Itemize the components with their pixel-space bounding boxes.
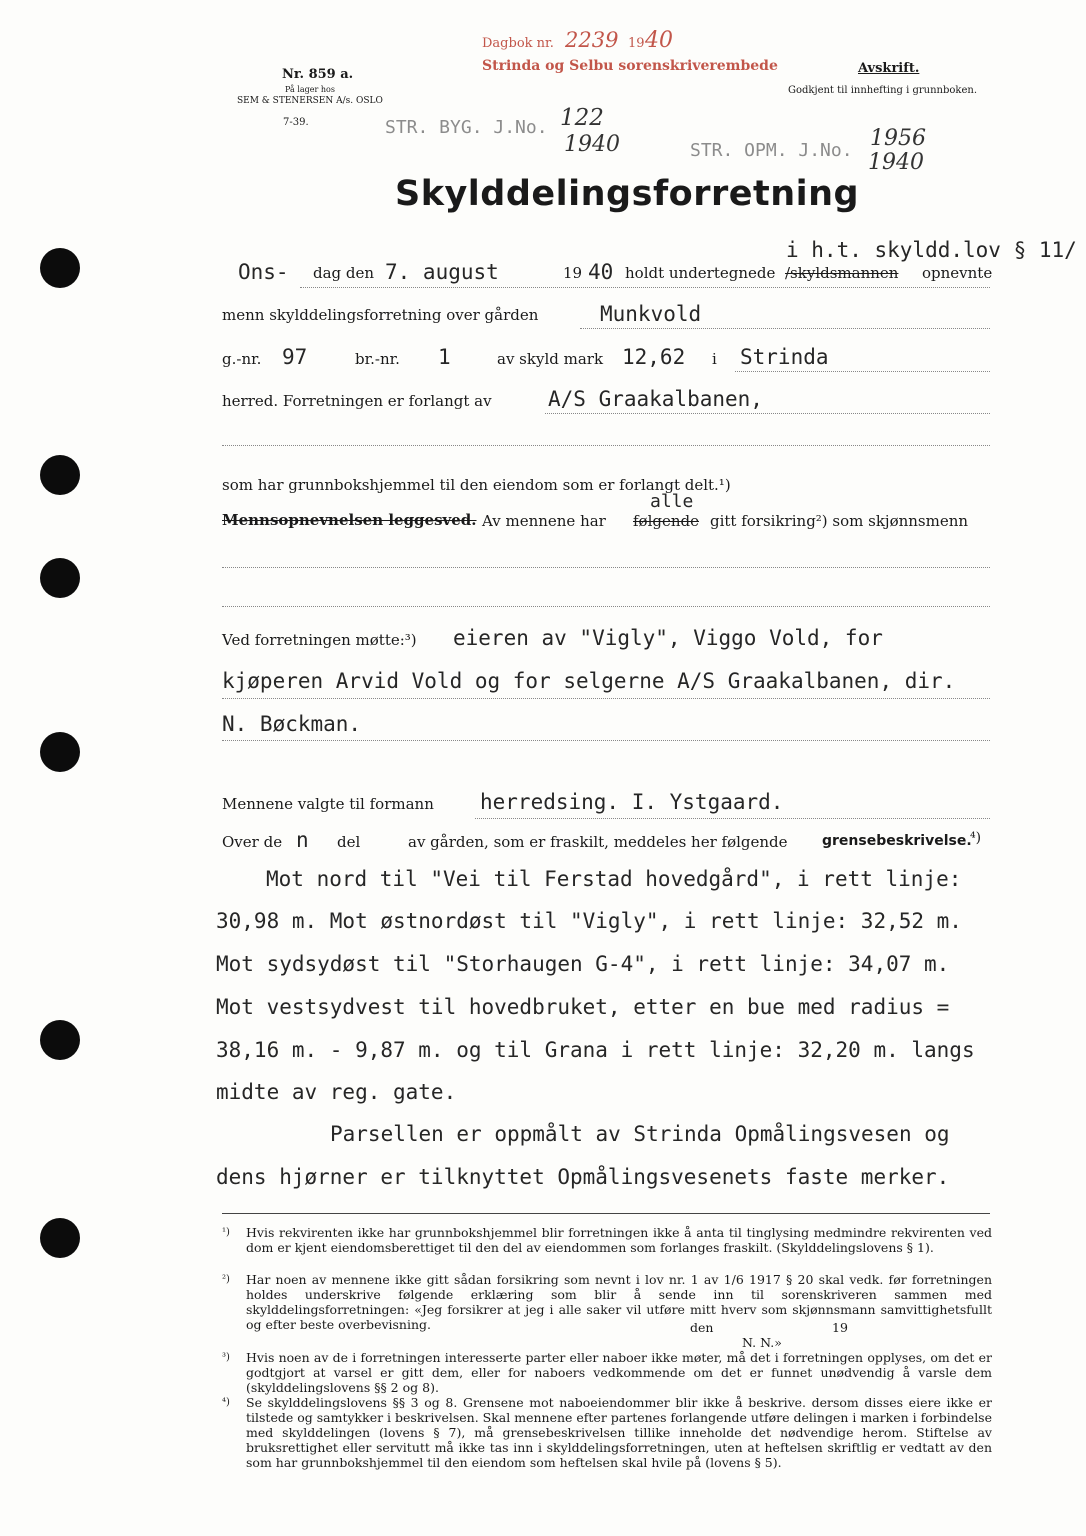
footnote-text: Hvis rekvirenten ikke har grunnbokshjemmel blir forretningen ikke å anta til tinglysing medmindre rekvirenten ved dom er kjent eiendomsberettiget til den del av eiendommen som forlanges fraskilt. (Skylddelingslovens § 1). [246,1225,992,1255]
gnr-label: g.-nr. [222,350,262,368]
boundary-heading: grensebeskrivelse. [822,833,972,849]
building-office-stamp: STR. BYG. J.No. [385,117,548,138]
held-label: holdt undertegnede [625,264,776,282]
gnr-value: 97 [282,345,308,369]
farm-label: menn skylddelingsforretning over gården [222,306,539,324]
approved-note: Godkjent til innhefting i grunnboken. [788,85,977,96]
form-line [735,371,990,372]
footnote [222,1272,992,1352]
bnr-value: 1 [438,345,451,369]
dag-den-label: dag den [313,264,375,282]
statute-note: i h.t. skyldd.lov § 11/ [786,238,1077,262]
building-journal-number: 122 [560,105,604,131]
requester-label: herred. Forretningen er forlangt av [222,392,492,410]
boundary-line-6: midte av reg. gate. [216,1080,457,1104]
footnote-den: den [690,1320,714,1335]
land-register-line: som har grunnbokshjemmel til den eiendom som er forlangt delt.¹) [222,476,731,494]
document-title: Skylddelingsforretning [395,174,860,214]
attended-line-3: N. Bøckman. [222,712,362,736]
boundary-line-1: Mot nord til "Vei til Ferstad hovedgård", i rett linje: [266,867,962,891]
boundary-intro: av gården, som er fraskilt, meddeles her følgende [408,833,788,851]
footnote-number: ⁴) [222,1397,230,1408]
form-line [580,328,990,329]
form-date: 7-39. [283,117,309,128]
form-line [222,698,990,699]
meeting-year: 40 [588,260,614,284]
footnote [222,1395,992,1470]
boundary-footnote-ref: ⁴) [970,830,982,846]
journal-year-prefix: 19 [628,36,645,51]
form-line [545,413,990,414]
farm-name: Munkvold [600,302,702,326]
journal-number: 2239 [565,28,619,52]
struck-text: /skyldsmannen [785,264,899,282]
punch-hole [40,1218,80,1258]
survey-journal-number: 1956 [870,126,926,151]
footnote-text: Se skylddelingslovens §§ 3 og 8. Grensene mot naboeiendommer blir ikke å beskrive. dersom disses eiere ikke er tilstede og samtykker i beskrivelsen. Skal mennene efter partenes forlangende utføre delingen i marken i forbindelse med skylddelingen (lovens § 7), må grensebeskrivelsen tillike inneholde det nødvendige herom. Stiftelse av bruksrettighet eller servitutt må ikke tas inn i skylddelingsforretningen, uten at heftelsen skriftlig er vedtatt av den som har grunnbokshjemmel til den eiendom som heftelsen skal hvile på (lovens § 5). [246,1395,992,1470]
building-journal-year: 1940 [564,132,620,157]
boundary-line-2: 30,98 m. Mot østnordøst til "Vigly", i rett linje: 32,52 m. [216,909,962,933]
i-label: i [712,350,717,368]
form-line [222,567,990,568]
attended-line-2: kjøperen Arvid Vold og for selgerne A/S Graakalbanen, dir. [222,669,956,693]
footnote-year: 19 [832,1320,848,1335]
assurance-pre: Av mennene har [482,512,606,530]
assurance-post: gitt forsikring²) som skjønnsmenn [710,512,969,530]
footnote-text: Har noen av mennene ikke gitt sådan forsikring som nevnt i lov nr. 1 av 1/6 1917 § 20 skal vedk. før forretningen holdes underskrive følgende erklæring som blir å sende inn til sorenskriveren sammen med skylddelingsforretningen: «Jeg forsikrer at jeg i alle saker vil utføre mitt hverv som skjønnsmann samvittighetsfullt og efter beste overbevisning. [246,1272,992,1332]
punch-hole [40,455,80,495]
punch-hole [40,558,80,598]
weekday: Ons- [238,260,289,284]
form-line [222,740,990,741]
footnote [222,1350,992,1395]
del-label: del [337,833,361,851]
attended-label: Ved forretningen møtte:³) [222,631,417,649]
skyld-label: av skyld mark [497,350,604,368]
publisher-line-2: SEM & STENERSEN A/s. OSLO [237,96,383,106]
form-line [222,445,990,446]
requester: A/S Graakalbanen, [548,387,763,411]
form-line [300,287,990,288]
punch-hole [40,732,80,772]
parcel-line-2: dens hjørner er tilknyttet Opmålingsvesenets faste merker. [216,1165,950,1189]
survey-journal-year: 1940 [868,150,924,175]
boundary-line-4: Mot vestsydvest til hovedbruket, etter en bue med radius = [216,995,950,1019]
boundary-line-5: 38,16 m. - 9,87 m. og til Grana i rett linje: 32,20 m. langs [216,1038,975,1062]
footnote-separator [222,1213,990,1214]
footnote-number: ¹) [222,1227,230,1238]
municipality: Strinda [740,345,829,369]
journal-prefix: Dagbok nr. [482,36,554,51]
journal-year: 40 [645,28,673,53]
footnote-text: Hvis noen av de i forretningen interesserte parter eller naboer ikke møter, må det i forretningen opplyses, om det er godtgjort at varsel er gitt dem, eller for naboers vedkommende om det er funnet unødvendig å varsle dem (skylddelingslovens §§ 2 og 8). [246,1350,992,1395]
over-label: Over de [222,833,283,851]
form-line [222,606,990,607]
alle-insert: alle [650,491,694,512]
appointed-label: opnevnte [922,264,993,282]
struck-text: Mennsopnevnelsen leggesved. [222,511,477,529]
bnr-label: br.-nr. [355,350,400,368]
form-line [475,818,990,819]
footnote-number: ²) [222,1274,230,1285]
boundary-line-3: Mot sydsydøst til "Storhaugen G-4", i rett linje: 34,07 m. [216,952,950,976]
attended-line-1: eieren av "Vigly", Viggo Vold, for [453,626,883,650]
copy-label: Avskrift. [858,61,920,76]
parcel-line-1: Parsellen er oppmålt av Strinda Opmålingsvesen og [330,1122,950,1146]
form-number: Nr. 859 a. [282,67,354,82]
punch-hole [40,1020,80,1060]
chairman: herredsing. I. Ystgaard. [480,790,784,814]
publisher-line-1: På lager hos [285,85,335,94]
over-n: n [296,828,309,852]
footnote [222,1225,992,1272]
struck-text: følgende [633,512,699,530]
survey-office-stamp: STR. OPM. J.No. [690,140,853,161]
chair-label: Mennene valgte til formann [222,795,434,813]
year-prefix: 19 [563,264,583,282]
footnote-number: ³) [222,1352,230,1363]
meeting-date: 7. august [385,260,499,284]
footnote-signature: N. N.» [742,1335,782,1350]
skyld-value: 12,62 [622,345,686,369]
punch-hole [40,248,80,288]
office-stamp: Strinda og Selbu sorenskriverembede [482,58,778,74]
